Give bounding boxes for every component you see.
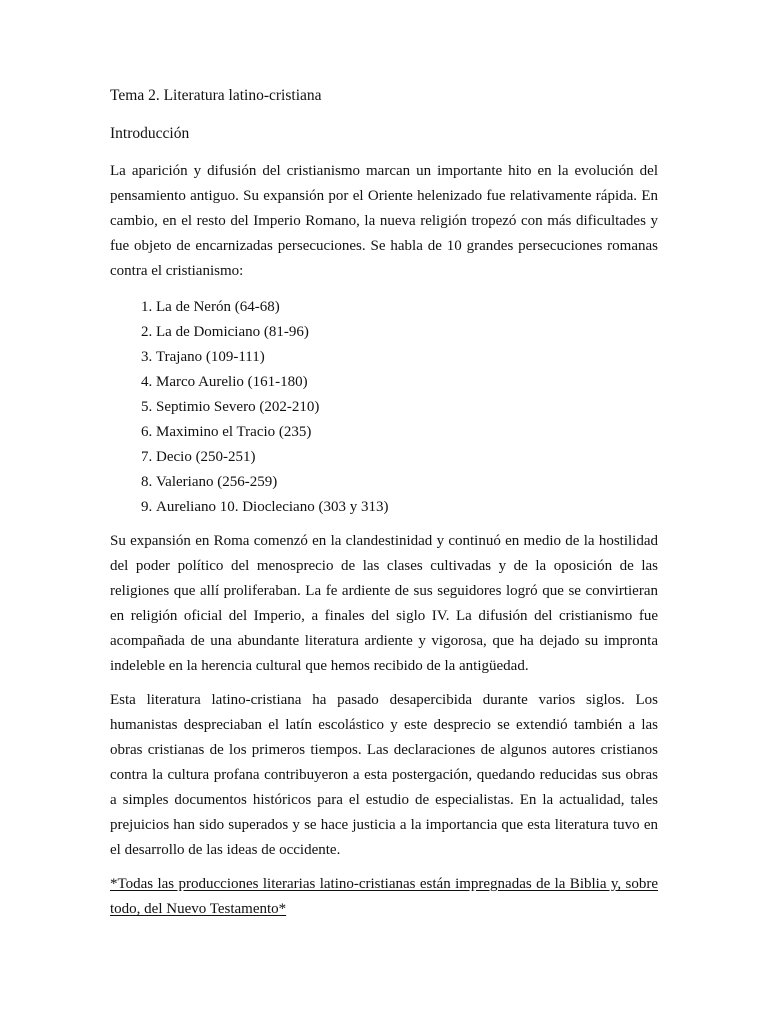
persecutions-list (110, 295, 658, 520)
expansion-paragraph: Su expansión en Roma comenzó en la clandestinidad y continuó en medio de la hostilidad del poder político del menosprecio de las clases cultivadas y de la oposición de las religiones que allí proliferaban. La fe ardiente de sus seguidores logró que se convirtieran en religión oficial del Imperio, a finales del siglo IV. La difusión del cristianismo fue acompañada de una abundante literatura ardiente y vigorosa, que ha dejado su impronta indeleble en la herencia cultural que hemos recibido de la antigüedad. (110, 533, 658, 674)
section-heading: Introducción (110, 125, 190, 142)
underlined-note: *Todas las producciones literarias latino-cristianas están impregnadas de la Biblia y, sobre todo, del Nuevo Testamento* (110, 876, 658, 917)
literature-paragraph: Esta literatura latino-cristiana ha pasado desapercibida durante varios siglos. Los humanistas despreciaban el latín escolástico y este desprecio se extendió también a las obras cristianas de los primeros tiempos. Las declaraciones de algunos autores cristianos contra la cultura profana contribuyeron a esta postergación, quedando reducidas sus obras a simples documentos históricos para el estudio de especialistas. En la actualidad, tales prejuicios han sido superados y se hace justicia a la importancia que esta literatura tuvo en el desarrollo de las ideas de occidente. (110, 692, 658, 858)
intro-paragraph: La aparición y difusión del cristianismo marcan un importante hito en la evolución del pensamiento antiguo. Su expansión por el Oriente helenizado fue relativamente rápida. En cambio, en el resto del Imperio Romano, la nueva religión tropezó con más dificultades y fue objeto de encarnizadas persecuciones. Se habla de 10 grandes persecuciones romanas contra el cristianismo: (110, 163, 658, 279)
list-item: 6. Maximino el Tracio (235) (156, 420, 658, 445)
list-item: 7. Decio (250-251) (156, 445, 658, 470)
list-item: 9. Aureliano 10. Diocleciano (303 y 313) (156, 495, 658, 520)
list-item: 8. Valeriano (256-259) (156, 470, 658, 495)
list-item: 5. Septimio Severo (202-210) (156, 395, 658, 420)
list-item: 3. Trajano (109-111) (156, 345, 658, 370)
list-item: 1. La de Nerón (64-68) (156, 295, 658, 320)
document-page (110, 84, 658, 922)
list-item: 2. La de Domiciano (81-96) (156, 320, 658, 345)
list-item: 4. Marco Aurelio (161-180) (156, 370, 658, 395)
document-title: Tema 2. Literatura latino-cristiana (110, 87, 322, 104)
